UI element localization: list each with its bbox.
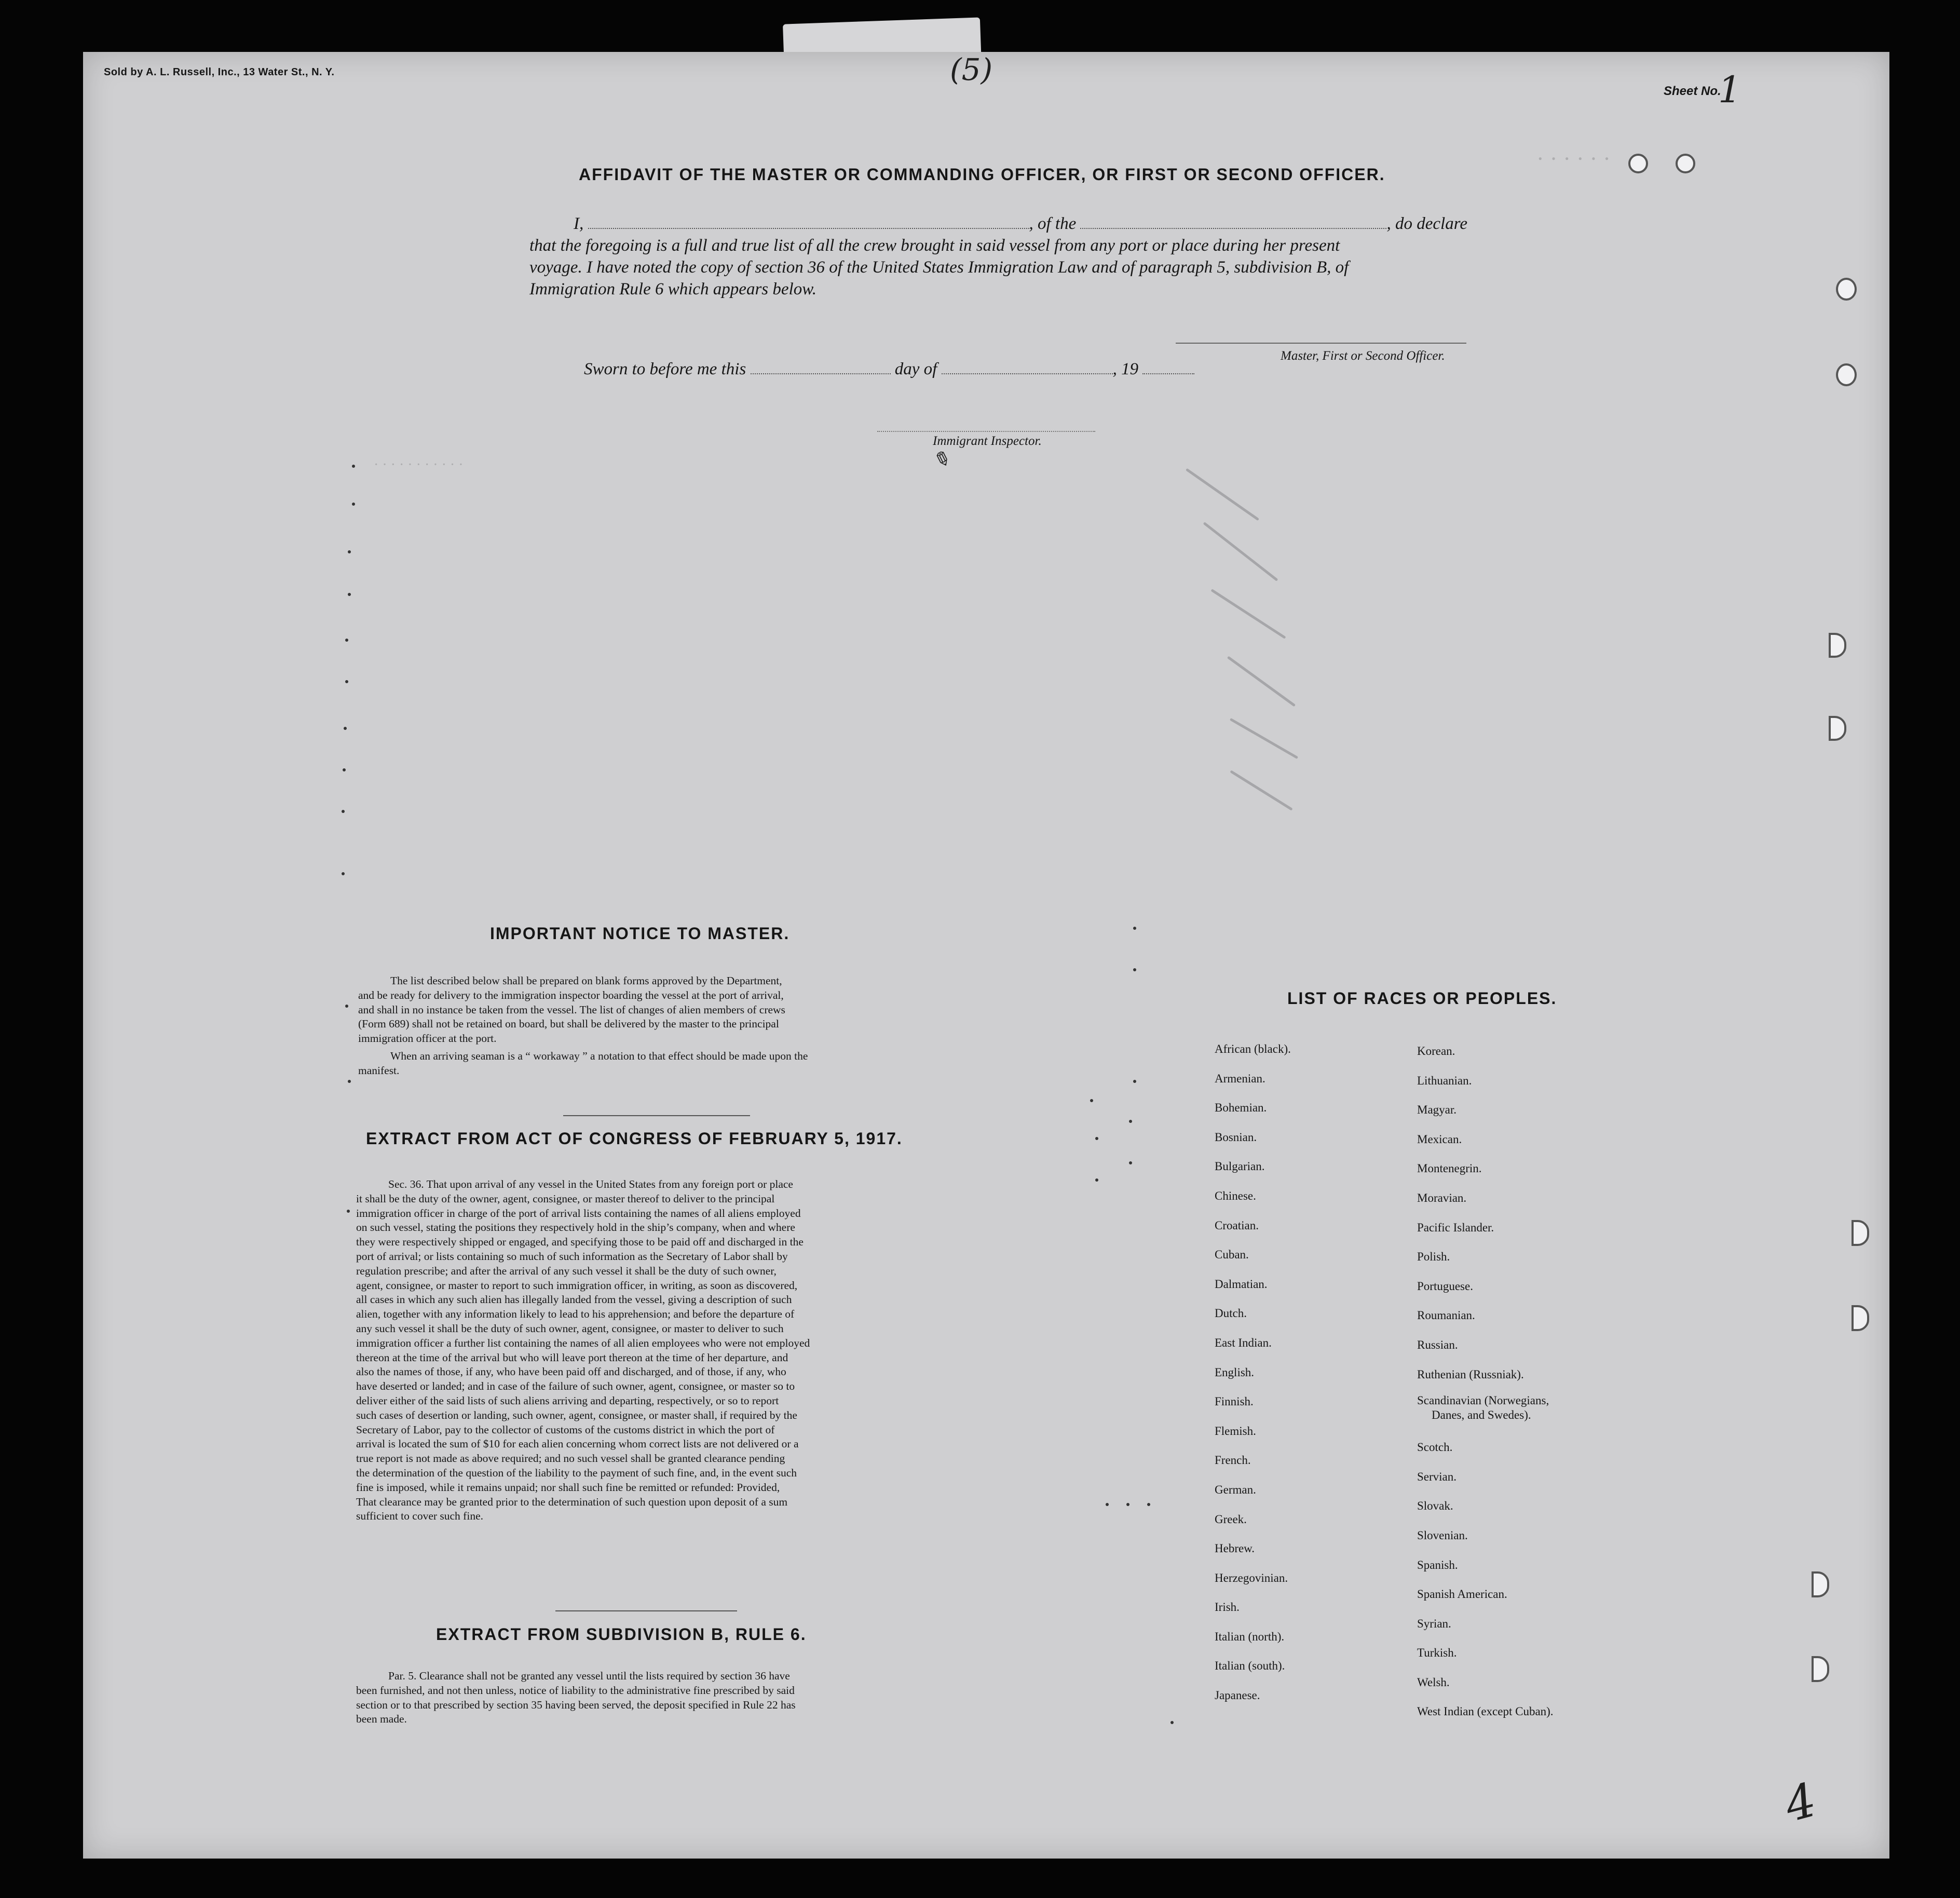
rule-extract-text [356,1669,932,1727]
rule-line: section or to that prescribed by section 35 having been served, the deposit specified in Rule 22 has [356,1698,796,1711]
affidavit-body-line: Immigration Rule 6 which appears below. [529,280,817,299]
race-item: Welsh. [1417,1675,1450,1689]
bleed-stroke [1203,522,1278,581]
act-line: Sec. 36. That upon arrival of any vessel in the United States from any foreign port or place [388,1178,793,1190]
printer-imprint: Sold by A. L. Russell, Inc., 13 Water St., N. Y. [104,66,335,78]
race-item: Moravian. [1417,1191,1467,1204]
margin-dot [1129,1161,1132,1164]
notice-line: manifest. [358,1064,400,1077]
race-item: Ruthenian (Russniak). [1417,1367,1524,1381]
race-item: Mexican. [1417,1132,1462,1146]
margin-dot [1129,1120,1132,1123]
race-item: Croatian. [1215,1218,1259,1232]
race-item: African (black). [1215,1042,1291,1055]
race-item: Danes, and Swedes). [1432,1408,1531,1422]
race-item: Portuguese. [1417,1279,1473,1293]
affidavit-i: I, [574,214,584,233]
act-line: all cases in which any such alien has illegally landed from the vessel, giving a description of such [356,1293,792,1306]
act-line: have deserted or landed; and in case of the failure of such owner, agent, consignee, or master so to [356,1380,795,1393]
act-line: immigration officer a further list containing the names of all alien employees who were not employed [356,1336,810,1349]
act-line: port of arrival; or lists containing so much of such information as the Secretary of Labor shall by [356,1250,788,1263]
sworn-line [584,358,1259,380]
margin-dot [347,1210,350,1213]
act-line: any such vessel it shall be the duty of such owner, agent, consignee, or master to deliver to such [356,1322,784,1335]
race-item: Greek. [1215,1512,1247,1526]
act-line: they were respectively shipped or engaged, and specifying those to be paid off and discharged in the [356,1236,804,1249]
section-divider [555,1610,737,1611]
margin-dot [1133,927,1136,930]
bleed-stroke [1227,656,1296,707]
margin-dot [1090,1099,1093,1102]
act-line: agent, consignee, or master to report to such immigration officer, in writing, as soon as discovered, [356,1279,798,1292]
act-line: alien, together with any information likely to lead to his apprehension; and before the departure of [356,1308,795,1321]
margin-dot [1170,1721,1174,1724]
race-item: Bohemian. [1215,1101,1267,1115]
binder-hole [1676,154,1695,173]
act-line: immigration officer in charge of the port of arrival lists containing the names of all aliens employed [356,1206,801,1219]
notice-line: and be ready for delivery to the immigration inspector boarding the vessel at the port of arrival, [358,988,784,1001]
margin-dot [342,810,345,813]
race-item: East Indian. [1215,1336,1272,1349]
rule-line: Par. 5. Clearance shall not be granted any vessel until the lists required by section 36 have [388,1670,790,1682]
race-item: Herzegovinian. [1215,1571,1288,1584]
race-item: Irish. [1215,1601,1240,1614]
race-item: Slovenian. [1417,1528,1468,1542]
bleed-stroke [1230,770,1292,810]
race-item: Polish. [1417,1250,1450,1264]
act-line: the determination of the question of the liability to the payment of such fine, and, in the event such [356,1466,797,1479]
act-extract-text [356,1177,932,1524]
race-item: Roumanian. [1417,1309,1475,1322]
binder-hole [1836,278,1857,301]
race-item: Syrian. [1417,1617,1451,1630]
act-line: true report is not made as above required; and no such vessel shall be granted clearance pending [356,1452,785,1465]
race-item: English. [1215,1365,1255,1379]
race-item: French. [1215,1454,1251,1467]
margin-dot [345,680,348,683]
margin-dot [1147,1503,1150,1506]
inspector-signature-scrawl: ✎ [930,446,951,473]
bleed-stroke [1210,589,1286,639]
race-item: Turkish. [1417,1646,1457,1660]
race-item: Scandinavian (Norwegians, [1417,1394,1549,1407]
margin-dot [352,503,355,506]
notice-line: immigration officer at the port. [358,1032,497,1045]
margin-dot [345,1005,348,1008]
affidavit-body-line: that the foregoing is a full and true list of all the crew brought in said vessel from any port or place during her present [529,236,1340,255]
master-name-blank [588,213,1029,229]
margin-dot [348,550,351,553]
act-line: arrival is located the sum of $10 for each alien concerning whom correct lists are not delivered or a [356,1438,799,1450]
notice-line: When an arriving seaman is a “ workaway ” a notation to that effect should be made upon the [390,1049,808,1062]
signature-caption: Master, First or Second Officer. [1281,349,1445,363]
act-line: fine is imposed, while it remains unpaid; nor shall such fine be remitted or refunded: Provided, [356,1481,780,1494]
race-item: Lithuanian. [1417,1074,1472,1087]
handwritten-corner-mark: 4 [1779,1772,1822,1833]
race-item: Dutch. [1215,1307,1247,1320]
act-line: thereon at the time of the arrival but who will leave port thereon at the time of her departure, and [356,1351,788,1364]
races-right-column [1417,1037,1554,1727]
race-item: Spanish. [1417,1558,1458,1571]
races-left-column [1215,1035,1291,1711]
margin-dot [348,1080,351,1083]
margin-dot [344,727,347,730]
day-of-text: day of [894,360,937,378]
section-divider [563,1115,750,1116]
signature-line [1176,343,1466,344]
race-item: Slovak. [1417,1499,1453,1513]
top-handwritten-number: (5) [950,52,993,87]
race-item: Magyar. [1417,1103,1457,1117]
act-line: deliver either of the said lists of such aliens arriving and departing, respectively, or so to report [356,1394,779,1407]
notice-line: (Form 689) shall not be retained on board, but shall be delivered by the master to the principal [358,1018,779,1031]
margin-dot [342,872,345,875]
race-item: Armenian. [1215,1072,1265,1085]
race-item: Italian (south). [1215,1659,1285,1673]
act-line: That clearance may be granted prior to the determination of such question upon deposit of a sum [356,1495,788,1508]
binder-hole [1836,363,1857,386]
year-blank [1142,359,1194,374]
race-item: Montenegrin. [1417,1162,1482,1175]
race-item: Chinese. [1215,1189,1256,1202]
sworn-text: Sworn to before me this [584,360,746,378]
race-item: Japanese. [1215,1689,1260,1702]
margin-dot [1095,1178,1098,1182]
race-item: Italian (north). [1215,1630,1285,1643]
inspector-signature-line [877,431,1095,432]
year-text: , 19 [1112,360,1139,378]
rule-line: been made. [356,1713,407,1726]
act-line: such cases of desertion or landing, such owner, agent, consignee, or master shall, if required by the [356,1408,797,1421]
sworn-month-blank [942,359,1113,374]
margin-dot [343,768,346,771]
notice-line: The list described below shall be prepared on blank forms approved by the Department, [390,974,782,987]
sheet-number-handwritten: 1 [1718,69,1741,111]
act-line: it shall be the duty of the owner, agent, consignee, or master thereof to deliver to the principal [356,1192,775,1205]
affidavit-body-line: voyage. I have noted the copy of section 36 of the United States Immigration Law and of paragraph 5, subdivision B, of [529,258,1349,277]
vessel-name-blank [1080,213,1386,229]
race-item: Hebrew. [1215,1542,1255,1555]
notice-text [358,974,940,1078]
affidavit-declare: , do declare [1386,214,1467,233]
race-item: Pacific Islander. [1417,1221,1494,1234]
rule-line: been furnished, and not then unless, notice of liability to the administrative fine prescribed by said [356,1684,795,1697]
act-line: regulation prescribe; and after the arrival of any such vessel it shall be the duty of such owner, [356,1264,777,1277]
act-extract-title: EXTRACT FROM ACT OF CONGRESS OF FEBRUARY 5, 1917. [366,1129,903,1148]
race-item: Bosnian. [1215,1130,1257,1144]
act-line: also the names of those, if any, who have been paid off and discharged, and of those, if any, who [356,1365,786,1378]
races-list-title: LIST OF RACES OR PEOPLES. [1287,989,1557,1008]
rule-extract-title: EXTRACT FROM SUBDIVISION B, RULE 6. [436,1625,807,1644]
document-sheet [83,52,1889,1859]
margin-dot [1095,1137,1098,1140]
sheet-number-label: Sheet No. [1664,84,1721,98]
race-item: Russian. [1417,1338,1458,1351]
margin-dot [1126,1503,1129,1506]
bleed-stroke [1230,718,1298,759]
margin-dot [352,465,355,468]
notice-title: IMPORTANT NOTICE TO MASTER. [490,924,790,943]
race-item: West Indian (except Cuban). [1417,1705,1554,1718]
race-item: Cuban. [1215,1248,1249,1262]
race-item: Spanish American. [1417,1588,1507,1601]
margin-dot [1133,968,1136,971]
race-item: Servian. [1417,1470,1457,1483]
act-line: Secretary of Labor, pay to the collector of customs of the customs district in which the port of [356,1423,775,1436]
race-item: Korean. [1417,1045,1455,1058]
affidavit-title: AFFIDAVIT OF THE MASTER OR COMMANDING OFFICER, OR FIRST OR SECOND OFFICER. [579,165,1385,184]
notice-line: and shall in no instance be taken from the vessel. The list of changes of alien members of crews [358,1003,785,1016]
affidavit-line-1 [574,213,1508,235]
margin-dot [345,639,348,642]
race-item: Scotch. [1417,1441,1453,1454]
margin-dot [1106,1503,1109,1506]
race-item: Bulgarian. [1215,1160,1265,1173]
race-item: Finnish. [1215,1395,1254,1408]
act-line: sufficient to cover such fine. [356,1510,483,1523]
act-line: on such vessel, stating the positions they respectively hold in the ship’s company, when and where [356,1221,795,1234]
sworn-date-blank [751,359,891,374]
bleed-stroke [1186,468,1259,521]
binder-hole [1628,154,1648,173]
margin-dot [348,593,351,596]
bleed-through-mark: · · · · · · [1536,146,1611,171]
margin-dot [1133,1080,1136,1083]
race-item: German. [1215,1483,1256,1496]
race-item: Flemish. [1215,1424,1256,1438]
inspector-caption: Immigrant Inspector. [933,434,1042,448]
affidavit-of-the: , of the [1029,214,1077,233]
bleed-through-mark: · · · · · · · · · · · [374,457,464,473]
race-item: Dalmatian. [1215,1277,1268,1291]
